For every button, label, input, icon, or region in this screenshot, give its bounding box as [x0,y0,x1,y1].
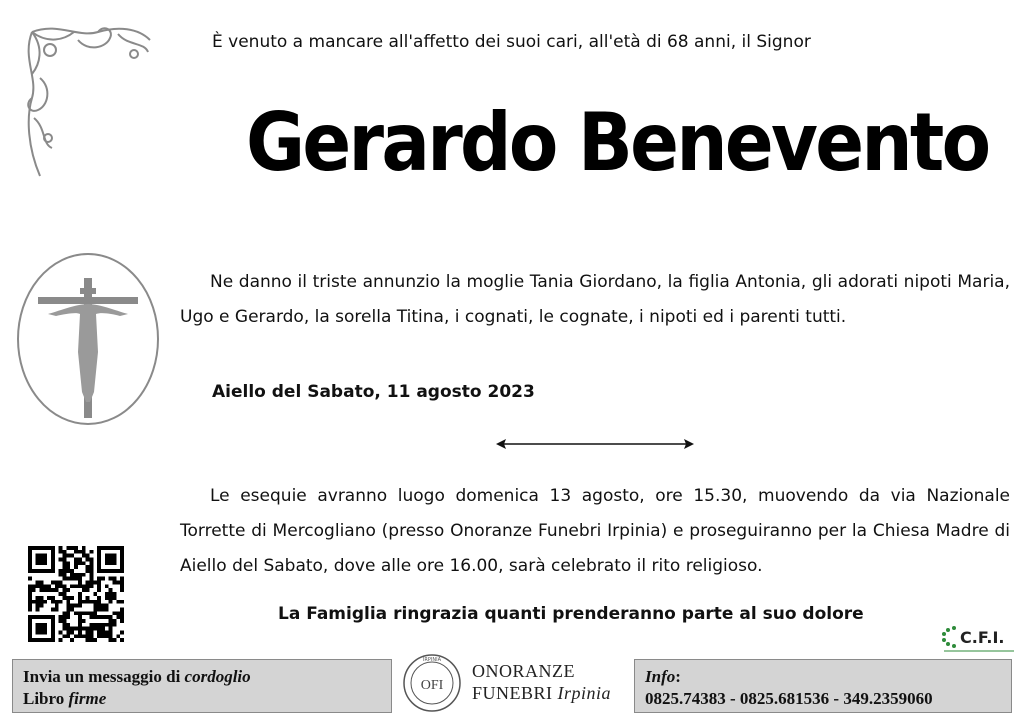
condolence-word: cordoglio [184,667,251,686]
brand-name [472,660,611,704]
guestbook-word: firme [68,689,107,708]
place-date: Aiello del Sabato, 11 agosto 2023 [212,382,535,402]
funeral-details-paragraph: Le esequie avranno luogo domenica 13 agosto, ore 15.30, muovendo da via Nazionale Torrette di Mercogliano (presso Onoranze Funebri Irpinia) e proseguiranno per la Chiesa Madre di Aiello del Sabato, dove alle ore 16.00, sarà celebrato il rito religioso. [180,486,1010,576]
double-arrow-divider-icon [494,436,696,452]
info-label-line: Info: [645,667,681,686]
family-thanks: La Famiglia ringrazia quanti prenderanno parte al suo dolore [278,604,864,624]
brand-line-2-prefix: FUNEBRI [472,683,558,703]
intro-text: È venuto a mancare all'affetto dei suoi cari, all'età di 68 anni, il Signor [212,32,811,52]
guestbook-prefix: Libro [23,689,69,708]
brand-logo-monogram: OFI [420,678,444,693]
condolence-line[interactable] [23,666,381,688]
condolence-box[interactable] [12,659,392,713]
cfi-logo [938,618,1018,654]
brand-line-2-word: Irpinia [557,683,612,703]
brand-logo-top-text: IRPINIA [422,657,442,663]
condolence-prefix: Invia un messaggio di [23,667,185,686]
brand-line-1: ONORANZE [472,661,575,681]
qr-code-icon[interactable] [28,546,124,642]
cfi-logo-text: C.F.I. [960,628,1005,647]
crucifix-icon [16,252,161,427]
ornament-corner-icon [18,18,158,188]
deceased-name: Gerardo Benevento [246,96,989,189]
brand-logo-icon [402,652,462,714]
guestbook-line[interactable] [23,688,381,710]
info-phones[interactable]: 0825.74383 - 0825.681536 - 349.2359060 [645,689,933,708]
announcement-paragraph: Ne danno il triste annunzio la moglie Tania Giordano, la figlia Antonia, gli adorati nipoti Maria, Ugo e Gerardo, la sorella Titina, i cognati, le cognate, i nipoti ed i parenti tutti. [180,272,1010,327]
info-label: Info [645,667,676,686]
info-box [634,659,1012,713]
brand-line-2 [472,682,611,704]
